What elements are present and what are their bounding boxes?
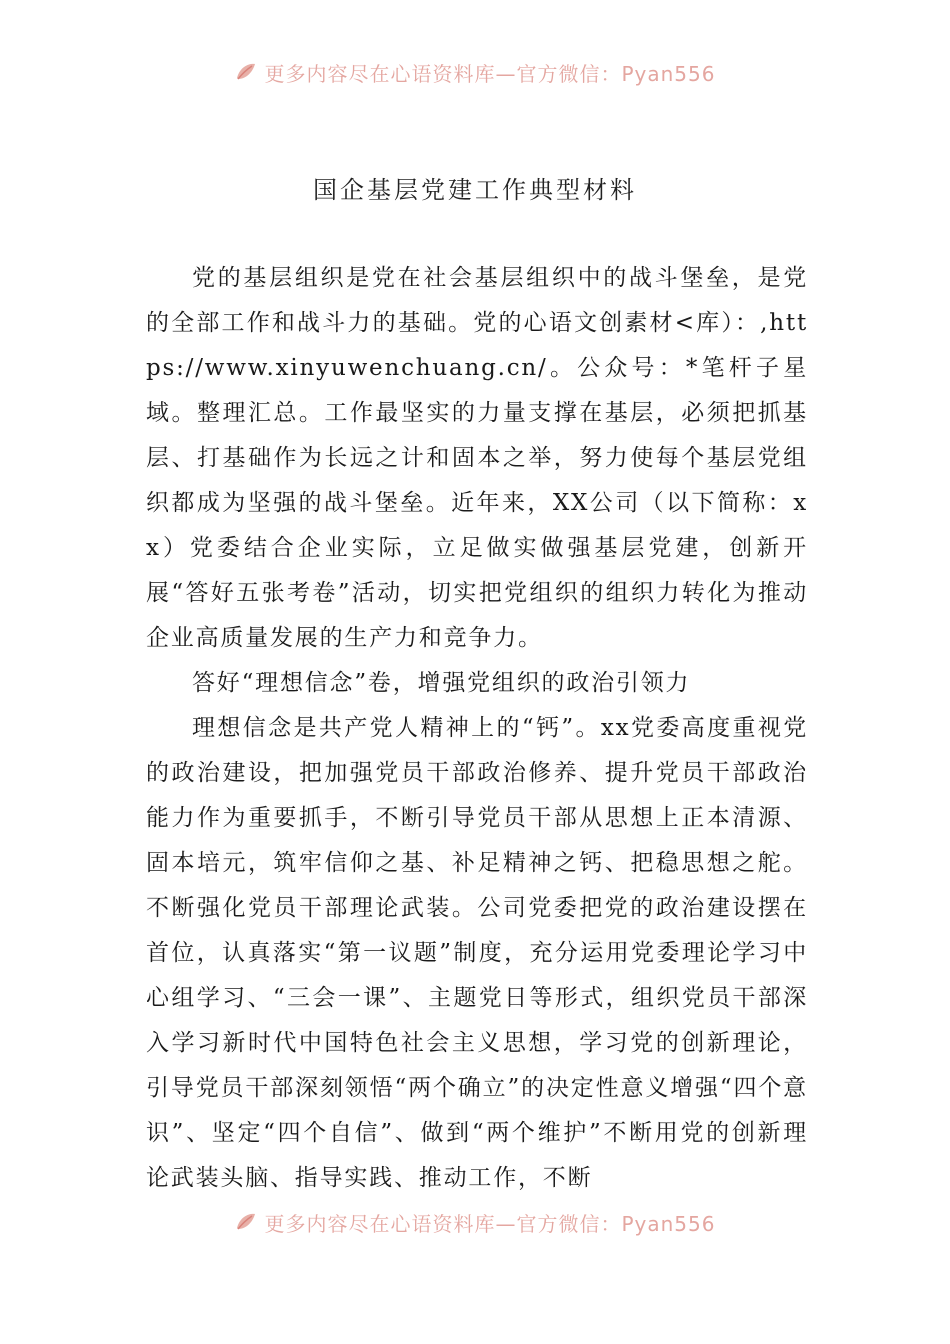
document-title: 国企基层党建工作典型材料	[313, 176, 637, 204]
leaf-logo-icon	[234, 60, 258, 84]
paragraph-body: 理想信念是共产党人精神上的“钙”。xx党委高度重视党的政治建设，把加强党员干部政治修养、提升党员干部政治能力作为重要抓手，不断引导党员干部从思想上正本清源、固本培元，筑牢信仰之基、补足精神之钙、把稳思想之舵。不断强化党员干部理论武装。公司党委把党的政治建设摆在首位，认真落实“第一议题”制度，充分运用党委理论学习中心组学习、“三会一课”、主题党日等形式，组织党员干部深入学习新时代中国特色社会主义思想，学习党的创新理论，引导党员干部深刻领悟“两个确立”的决定性意义增强“四个意识”、坚定“四个自信”、做到“两个维护”不断用党的创新理论武装头脑、指导实践、推动工作，不断	[146, 715, 808, 1191]
watermark-text: 更多内容尽在心语资料库—官方微信：Pyan556	[264, 1211, 716, 1236]
header-watermark	[0, 57, 950, 87]
section-heading: 答好“理想信念”卷，增强党组织的政治引领力	[192, 670, 691, 696]
watermark-text: 更多内容尽在心语资料库—官方微信：Pyan556	[264, 61, 716, 86]
leaf-logo-icon	[234, 1210, 258, 1234]
document-body	[146, 256, 808, 1201]
paragraph-intro: 党的基层组织是党在社会基层组织中的战斗堡垒，是党的全部工作和战斗力的基础。党的心语文创素材<库）：,https://www.xinyuwenchuang.cn/。公众号：*笔杆子星域。整理汇总。工作最坚实的力量支撑在基层，必须把抓基层、打基础作为长远之计和固本之举，努力使每个基层党组织都成为坚强的战斗堡垒。近年来，XX公司（以下简称：xx）党委结合企业实际，立足做实做强基层党建，创新开展“答好五张考卷”活动，切实把党组织的组织力转化为推动企业高质量发展的生产力和竞争力。	[146, 265, 808, 651]
footer-watermark	[0, 1207, 950, 1237]
